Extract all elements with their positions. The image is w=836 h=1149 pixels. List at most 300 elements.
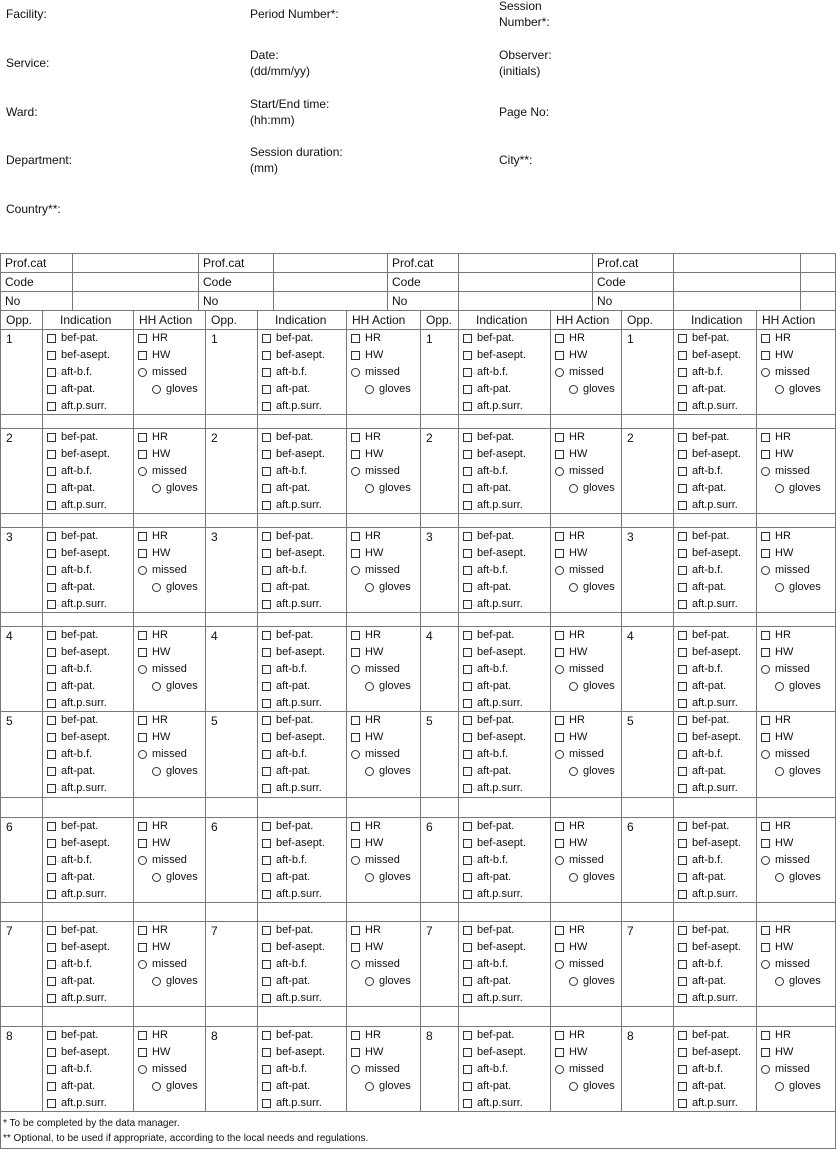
checkbox[interactable] [555,351,564,360]
radio-button[interactable] [569,767,578,776]
checkbox[interactable] [262,532,271,541]
checkbox[interactable] [138,450,147,459]
checkbox[interactable] [47,501,56,510]
hh-action-option[interactable] [351,463,411,480]
hh-action-option[interactable] [138,480,198,497]
radio-button[interactable] [761,750,770,759]
checkbox[interactable] [47,402,56,411]
checkbox[interactable] [678,890,687,899]
hh-action-option[interactable] [138,1044,198,1061]
hh-action-option[interactable] [761,1078,821,1095]
radio-button[interactable] [761,665,770,674]
indication-option[interactable] [678,852,741,869]
checkbox[interactable] [555,733,564,742]
indication-option[interactable] [47,780,110,797]
checkbox[interactable] [47,583,56,592]
indication-option[interactable] [262,398,325,415]
checkbox[interactable] [463,566,472,575]
checkbox[interactable] [262,960,271,969]
checkbox[interactable] [555,433,564,442]
hh-action-option[interactable] [351,562,411,579]
indication-option[interactable] [47,763,110,780]
indication-option[interactable] [463,381,526,398]
checkbox[interactable] [678,1082,687,1091]
radio-button[interactable] [138,566,147,575]
indication-option[interactable] [678,1027,741,1044]
checkbox[interactable] [47,822,56,831]
radio-button[interactable] [761,1065,770,1074]
radio-button[interactable] [351,665,360,674]
hh-action-option[interactable] [138,729,198,746]
checkbox[interactable] [678,960,687,969]
indication-option[interactable] [262,528,325,545]
checkbox[interactable] [138,648,147,657]
hh-action-option[interactable] [761,818,821,835]
hh-action-option[interactable] [138,712,198,729]
radio-button[interactable] [555,960,564,969]
hh-action-option[interactable] [138,1078,198,1095]
indication-option[interactable] [262,729,325,746]
hh-action-option[interactable] [351,480,411,497]
radio-button[interactable] [365,385,374,394]
checkbox[interactable] [262,1082,271,1091]
hh-action-option[interactable] [761,712,821,729]
indication-option[interactable] [47,497,110,514]
indication-option[interactable] [47,661,110,678]
indication-option[interactable] [678,869,741,886]
indication-option[interactable] [463,678,526,695]
hh-action-option[interactable] [761,973,821,990]
indication-option[interactable] [47,381,110,398]
hh-action-option[interactable] [555,973,615,990]
hh-action-option[interactable] [138,973,198,990]
hh-action-option[interactable] [351,627,411,644]
checkbox[interactable] [262,716,271,725]
checkbox[interactable] [463,583,472,592]
indication-option[interactable] [463,763,526,780]
radio-button[interactable] [365,583,374,592]
radio-button[interactable] [775,385,784,394]
radio-button[interactable] [555,566,564,575]
indication-option[interactable] [678,330,741,347]
indication-option[interactable] [262,695,325,712]
checkbox[interactable] [555,631,564,640]
checkbox[interactable] [47,665,56,674]
indication-option[interactable] [463,712,526,729]
hh-action-option[interactable] [351,1078,411,1095]
indication-option[interactable] [262,364,325,381]
checkbox[interactable] [761,433,770,442]
checkbox[interactable] [463,368,472,377]
radio-button[interactable] [138,750,147,759]
checkbox[interactable] [678,682,687,691]
hh-action-option[interactable] [351,644,411,661]
indication-option[interactable] [47,922,110,939]
checkbox[interactable] [262,926,271,935]
checkbox[interactable] [47,549,56,558]
checkbox[interactable] [138,532,147,541]
radio-button[interactable] [569,583,578,592]
checkbox[interactable] [138,549,147,558]
radio-button[interactable] [761,960,770,969]
hh-action-option[interactable] [761,852,821,869]
indication-option[interactable] [262,1044,325,1061]
checkbox[interactable] [262,682,271,691]
hh-action-option[interactable] [351,579,411,596]
indication-option[interactable] [262,446,325,463]
indication-option[interactable] [463,1061,526,1078]
indication-option[interactable] [678,922,741,939]
indication-option[interactable] [463,446,526,463]
checkbox[interactable] [463,433,472,442]
radio-button[interactable] [138,368,147,377]
checkbox[interactable] [47,351,56,360]
hh-action-option[interactable] [761,545,821,562]
checkbox[interactable] [678,822,687,831]
indication-option[interactable] [463,973,526,990]
checkbox[interactable] [262,890,271,899]
checkbox[interactable] [47,890,56,899]
code-value-field[interactable] [275,273,385,290]
radio-button[interactable] [138,960,147,969]
radio-button[interactable] [569,484,578,493]
indication-option[interactable] [47,446,110,463]
checkbox[interactable] [351,926,360,935]
radio-button[interactable] [351,566,360,575]
indication-option[interactable] [47,545,110,562]
checkbox[interactable] [351,733,360,742]
checkbox[interactable] [678,549,687,558]
checkbox[interactable] [47,943,56,952]
indication-option[interactable] [47,886,110,903]
radio-button[interactable] [138,856,147,865]
indication-option[interactable] [463,956,526,973]
checkbox[interactable] [761,926,770,935]
hh-action-option[interactable] [555,746,615,763]
checkbox[interactable] [138,733,147,742]
indication-option[interactable] [463,579,526,596]
indication-option[interactable] [678,886,741,903]
indication-option[interactable] [262,922,325,939]
hh-action-option[interactable] [761,528,821,545]
indication-option[interactable] [678,956,741,973]
indication-option[interactable] [463,497,526,514]
checkbox[interactable] [47,648,56,657]
prof-cat-value-field[interactable] [460,254,590,271]
indication-option[interactable] [678,661,741,678]
checkbox[interactable] [351,532,360,541]
indication-option[interactable] [463,661,526,678]
checkbox[interactable] [47,1031,56,1040]
checkbox[interactable] [47,433,56,442]
indication-option[interactable] [463,364,526,381]
checkbox[interactable] [555,839,564,848]
checkbox[interactable] [47,977,56,986]
checkbox[interactable] [678,501,687,510]
checkbox[interactable] [463,994,472,1003]
checkbox[interactable] [463,467,472,476]
indication-option[interactable] [262,596,325,613]
checkbox[interactable] [47,484,56,493]
hh-action-option[interactable] [555,922,615,939]
indication-option[interactable] [678,528,741,545]
hh-action-option[interactable] [555,528,615,545]
hh-action-option[interactable] [761,480,821,497]
indication-option[interactable] [262,627,325,644]
hh-action-option[interactable] [761,627,821,644]
checkbox[interactable] [678,733,687,742]
checkbox[interactable] [47,631,56,640]
hh-action-option[interactable] [351,528,411,545]
checkbox[interactable] [678,716,687,725]
checkbox[interactable] [463,873,472,882]
checkbox[interactable] [463,890,472,899]
checkbox[interactable] [761,839,770,848]
indication-option[interactable] [262,1078,325,1095]
hh-action-option[interactable] [555,869,615,886]
checkbox[interactable] [262,450,271,459]
indication-option[interactable] [47,729,110,746]
checkbox[interactable] [262,943,271,952]
indication-option[interactable] [262,746,325,763]
checkbox[interactable] [761,648,770,657]
checkbox[interactable] [678,484,687,493]
prof-cat-value-field[interactable] [675,254,798,271]
hh-action-option[interactable] [138,347,198,364]
hh-action-option[interactable] [761,330,821,347]
indication-option[interactable] [678,729,741,746]
indication-option[interactable] [678,644,741,661]
indication-option[interactable] [678,763,741,780]
radio-button[interactable] [775,484,784,493]
hh-action-option[interactable] [555,429,615,446]
indication-option[interactable] [678,746,741,763]
checkbox[interactable] [678,334,687,343]
checkbox[interactable] [138,716,147,725]
hh-action-option[interactable] [761,579,821,596]
checkbox[interactable] [678,385,687,394]
indication-option[interactable] [262,1027,325,1044]
radio-button[interactable] [152,484,161,493]
hh-action-option[interactable] [761,429,821,446]
checkbox[interactable] [761,716,770,725]
checkbox[interactable] [138,943,147,952]
indication-option[interactable] [678,579,741,596]
checkbox[interactable] [262,1048,271,1057]
hh-action-option[interactable] [138,429,198,446]
checkbox[interactable] [761,733,770,742]
indication-option[interactable] [262,579,325,596]
radio-button[interactable] [775,977,784,986]
hh-action-option[interactable] [351,729,411,746]
checkbox[interactable] [761,1048,770,1057]
indication-option[interactable] [463,330,526,347]
checkbox[interactable] [47,532,56,541]
hh-action-option[interactable] [761,956,821,973]
checkbox[interactable] [138,1031,147,1040]
radio-button[interactable] [569,873,578,882]
hh-action-option[interactable] [138,330,198,347]
hh-action-option[interactable] [138,364,198,381]
indication-option[interactable] [262,347,325,364]
checkbox[interactable] [262,484,271,493]
indication-option[interactable] [262,381,325,398]
indication-option[interactable] [463,347,526,364]
radio-button[interactable] [351,856,360,865]
hh-action-option[interactable] [555,729,615,746]
hh-action-option[interactable] [761,1061,821,1078]
hh-action-option[interactable] [351,446,411,463]
hh-action-option[interactable] [351,922,411,939]
checkbox[interactable] [262,467,271,476]
radio-button[interactable] [569,977,578,986]
checkbox[interactable] [47,750,56,759]
hh-action-option[interactable] [555,818,615,835]
hh-action-option[interactable] [555,364,615,381]
indication-option[interactable] [262,869,325,886]
checkbox[interactable] [138,1048,147,1057]
checkbox[interactable] [351,822,360,831]
hh-action-option[interactable] [351,956,411,973]
checkbox[interactable] [262,839,271,848]
checkbox[interactable] [678,368,687,377]
hh-action-option[interactable] [138,818,198,835]
checkbox[interactable] [678,450,687,459]
checkbox[interactable] [678,566,687,575]
hh-action-option[interactable] [351,835,411,852]
indication-option[interactable] [463,545,526,562]
radio-button[interactable] [569,1082,578,1091]
indication-option[interactable] [262,661,325,678]
indication-option[interactable] [47,562,110,579]
checkbox[interactable] [262,822,271,831]
indication-option[interactable] [262,497,325,514]
hh-action-option[interactable] [761,678,821,695]
indication-option[interactable] [47,1078,110,1095]
indication-option[interactable] [678,973,741,990]
hh-action-option[interactable] [138,1061,198,1078]
hh-action-option[interactable] [761,922,821,939]
checkbox[interactable] [678,1048,687,1057]
checkbox[interactable] [463,926,472,935]
checkbox[interactable] [262,733,271,742]
checkbox[interactable] [678,631,687,640]
checkbox[interactable] [463,631,472,640]
indication-option[interactable] [262,1061,325,1078]
hh-action-option[interactable] [555,852,615,869]
checkbox[interactable] [678,600,687,609]
checkbox[interactable] [678,532,687,541]
checkbox[interactable] [262,665,271,674]
radio-button[interactable] [365,484,374,493]
checkbox[interactable] [262,566,271,575]
checkbox[interactable] [761,549,770,558]
checkbox[interactable] [47,566,56,575]
radio-button[interactable] [555,665,564,674]
hh-action-option[interactable] [555,763,615,780]
code-value-field[interactable] [675,273,798,290]
radio-button[interactable] [351,1065,360,1074]
radio-button[interactable] [152,977,161,986]
hh-action-option[interactable] [555,381,615,398]
checkbox[interactable] [463,549,472,558]
hh-action-option[interactable] [138,746,198,763]
indication-option[interactable] [678,627,741,644]
hh-action-option[interactable] [761,729,821,746]
hh-action-option[interactable] [138,869,198,886]
hh-action-option[interactable] [761,364,821,381]
indication-option[interactable] [678,480,741,497]
checkbox[interactable] [463,960,472,969]
hh-action-option[interactable] [761,1027,821,1044]
code-value-field[interactable] [74,273,196,290]
checkbox[interactable] [47,368,56,377]
indication-option[interactable] [47,347,110,364]
indication-option[interactable] [262,852,325,869]
checkbox[interactable] [47,856,56,865]
indication-option[interactable] [463,429,526,446]
indication-option[interactable] [262,818,325,835]
indication-option[interactable] [463,596,526,613]
checkbox[interactable] [47,784,56,793]
indication-option[interactable] [262,763,325,780]
checkbox[interactable] [761,631,770,640]
checkbox[interactable] [138,334,147,343]
checkbox[interactable] [47,682,56,691]
radio-button[interactable] [351,368,360,377]
checkbox[interactable] [678,699,687,708]
checkbox[interactable] [262,873,271,882]
checkbox[interactable] [463,767,472,776]
indication-option[interactable] [262,429,325,446]
indication-option[interactable] [678,712,741,729]
checkbox[interactable] [47,873,56,882]
checkbox[interactable] [678,784,687,793]
indication-option[interactable] [463,562,526,579]
hh-action-option[interactable] [555,835,615,852]
checkbox[interactable] [351,648,360,657]
checkbox[interactable] [463,351,472,360]
checkbox[interactable] [47,1048,56,1057]
indication-option[interactable] [47,678,110,695]
checkbox[interactable] [761,351,770,360]
indication-option[interactable] [47,746,110,763]
checkbox[interactable] [678,665,687,674]
checkbox[interactable] [262,631,271,640]
radio-button[interactable] [775,1082,784,1091]
checkbox[interactable] [555,926,564,935]
radio-button[interactable] [761,368,770,377]
indication-option[interactable] [678,990,741,1007]
checkbox[interactable] [761,1031,770,1040]
hh-action-option[interactable] [138,1027,198,1044]
hh-action-option[interactable] [555,480,615,497]
checkbox[interactable] [47,960,56,969]
checkbox[interactable] [138,631,147,640]
no-value-field[interactable] [275,292,385,309]
indication-option[interactable] [463,835,526,852]
checkbox[interactable] [463,1065,472,1074]
hh-action-option[interactable] [138,463,198,480]
checkbox[interactable] [555,648,564,657]
indication-option[interactable] [463,1027,526,1044]
checkbox[interactable] [678,433,687,442]
checkbox[interactable] [262,549,271,558]
indication-option[interactable] [47,852,110,869]
indication-option[interactable] [47,695,110,712]
hh-action-option[interactable] [761,939,821,956]
checkbox[interactable] [761,943,770,952]
